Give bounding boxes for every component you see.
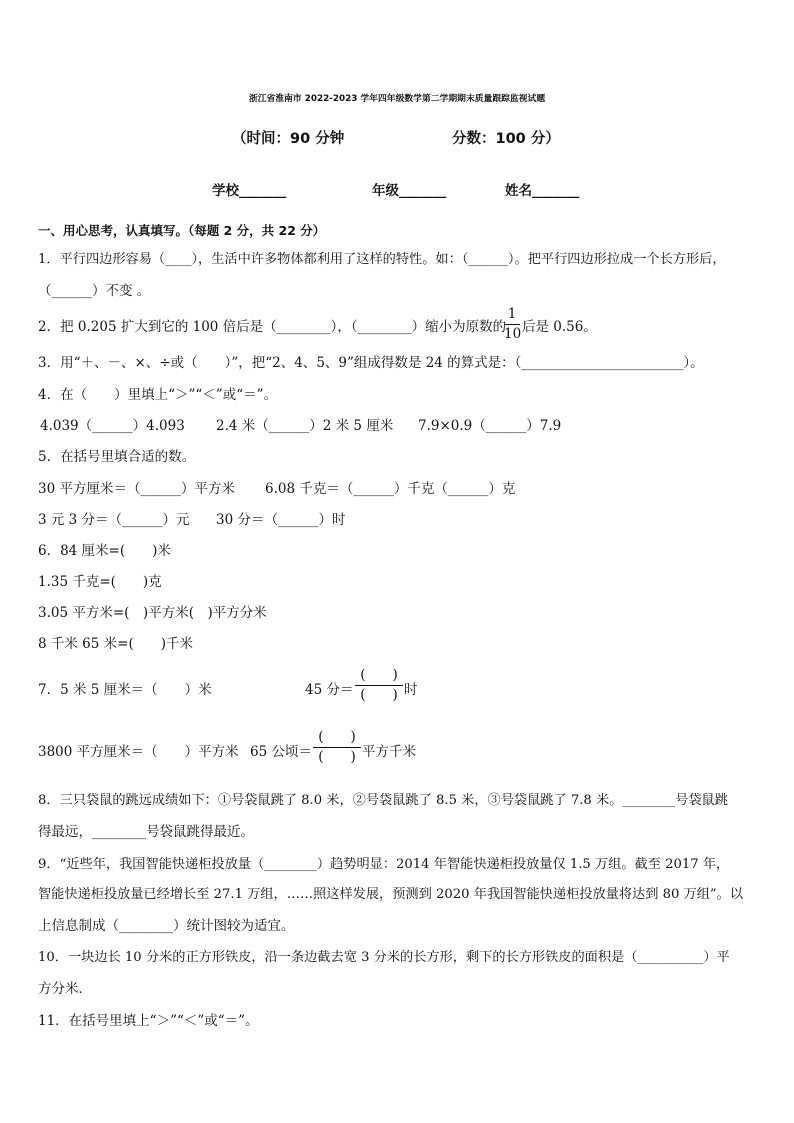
question-7-item-d-suffix: 平方千米 <box>362 744 416 760</box>
question-7-item-d-prefix: 65 公顷＝ <box>250 744 312 760</box>
question-7-item-b-suffix: 时 <box>404 682 418 698</box>
question-7-item-a: 7．5 米 5 厘米＝（ ）米 <box>38 682 212 698</box>
question-4-item-a: 4.039（______）4.093 <box>40 418 185 434</box>
question-5-item-b: 6.08 千克＝（______）千克（______）克 <box>265 481 516 497</box>
question-4-item-b: 2.4 米（______）2 米 5 厘米 <box>216 418 394 434</box>
fraction-bar <box>504 324 520 325</box>
question-7-item-b-prefix: 45 分＝ <box>305 682 354 698</box>
fraction-numerator: ( ) <box>360 667 398 683</box>
question-2-part-1: 2．把 0.205 扩大到它的 100 倍后是（________），（________）缩小为原数的 <box>38 319 507 335</box>
question-5-item-d: 30 分＝（______）时 <box>216 512 346 528</box>
question-7-fraction-d <box>313 729 361 766</box>
fraction-numerator: ( ) <box>318 729 356 745</box>
fraction-denominator: ( ) <box>318 749 356 765</box>
name-field: 姓名_______ <box>505 183 580 199</box>
question-6-item-b: 1.35 千克=( )克 <box>38 574 162 590</box>
question-6: 6．84 厘米=( )米 <box>38 543 171 559</box>
question-2-part-2: 后是 0.56。 <box>522 319 597 335</box>
question-3: 3．用“＋、－、×、÷或（ ）”，把“2、4、5、9”组成得数是 24 的算式是：（________________________）。 <box>38 355 704 371</box>
question-7-item-c: 3800 平方厘米＝（ ）平方米 <box>38 744 239 760</box>
fraction-bar <box>313 747 361 748</box>
question-1-line-1: 1．平行四边形容易（____），生活中许多物体都利用了这样的特性。如：（______）。把平行四边形拉成一个长方形后， <box>38 252 726 267</box>
question-5: 5．在括号里填合适的数。 <box>38 449 196 465</box>
question-6-item-c: 3.05 平方米=( )平方米( )平方分米 <box>38 605 267 621</box>
question-11: 11．在括号里填上“＞”“＜”或“＝”。 <box>38 1013 259 1029</box>
exam-title: 浙江省淮南市 2022-2023 学年四年级数学第二学期期末质量跟踪监视试题 <box>248 94 546 104</box>
question-2-fraction <box>504 306 520 343</box>
question-6-item-d: 8 千米 65 米=( )千米 <box>38 636 193 652</box>
school-field: 学校_______ <box>212 183 287 199</box>
question-5-item-c: 3 元 3 分＝（______）元 <box>38 512 190 528</box>
exam-score: 分数：100 分） <box>452 131 560 147</box>
question-1-line-2: （______）不变 。 <box>38 283 151 299</box>
question-8-line-1: 8．三只袋鼠的跳远成绩如下：①号袋鼠跳了 8.0 米，②号袋鼠跳了 8.5 米，③号袋鼠跳了 7.8 米。________号袋鼠跳 <box>38 793 728 808</box>
exam-time: （时间：90 分钟 <box>232 131 345 147</box>
grade-field: 年级_______ <box>372 183 447 199</box>
fraction-denominator: 10 <box>504 326 522 342</box>
question-8-line-2: 得最远，________号袋鼠跳得最近。 <box>38 824 254 840</box>
fraction-denominator: ( ) <box>360 687 398 703</box>
fraction-bar <box>355 685 403 686</box>
question-9-line-2: 智能快递柜投放量已经增长至 27.1 万组，……照这样发展，预测到 2020 年我国智能快递柜投放量将达到 80 万组”。以 <box>38 887 744 902</box>
question-9-line-3: 上信息制成（________）统计图较为适宜。 <box>38 918 295 934</box>
question-7-fraction-b <box>355 667 403 704</box>
section-heading: 一、用心思考，认真填写。（每题 2 分，共 22 分） <box>38 223 326 238</box>
question-5-item-a: 30 平方厘米＝（______）平方米 <box>38 481 235 497</box>
question-4: 4．在（ ）里填上“＞”“＜”或“＝”。 <box>38 387 277 403</box>
question-9-line-1: 9．“近些年，我国智能快递柜投放量（________）趋势明显：2014 年智能快递柜投放量仅 1.5 万组。截至 2017 年， <box>38 857 730 872</box>
fraction-numerator: 1 <box>507 306 517 322</box>
question-10-line-1: 10．一块边长 10 分米的正方形铁皮，沿一条边截去宽 3 分米的长方形，剩下的长方形铁皮的面积是（__________）平 <box>38 950 730 965</box>
question-4-item-c: 7.9×0.9（______）7.9 <box>418 418 562 434</box>
question-10-line-2: 方分米． <box>38 981 92 997</box>
